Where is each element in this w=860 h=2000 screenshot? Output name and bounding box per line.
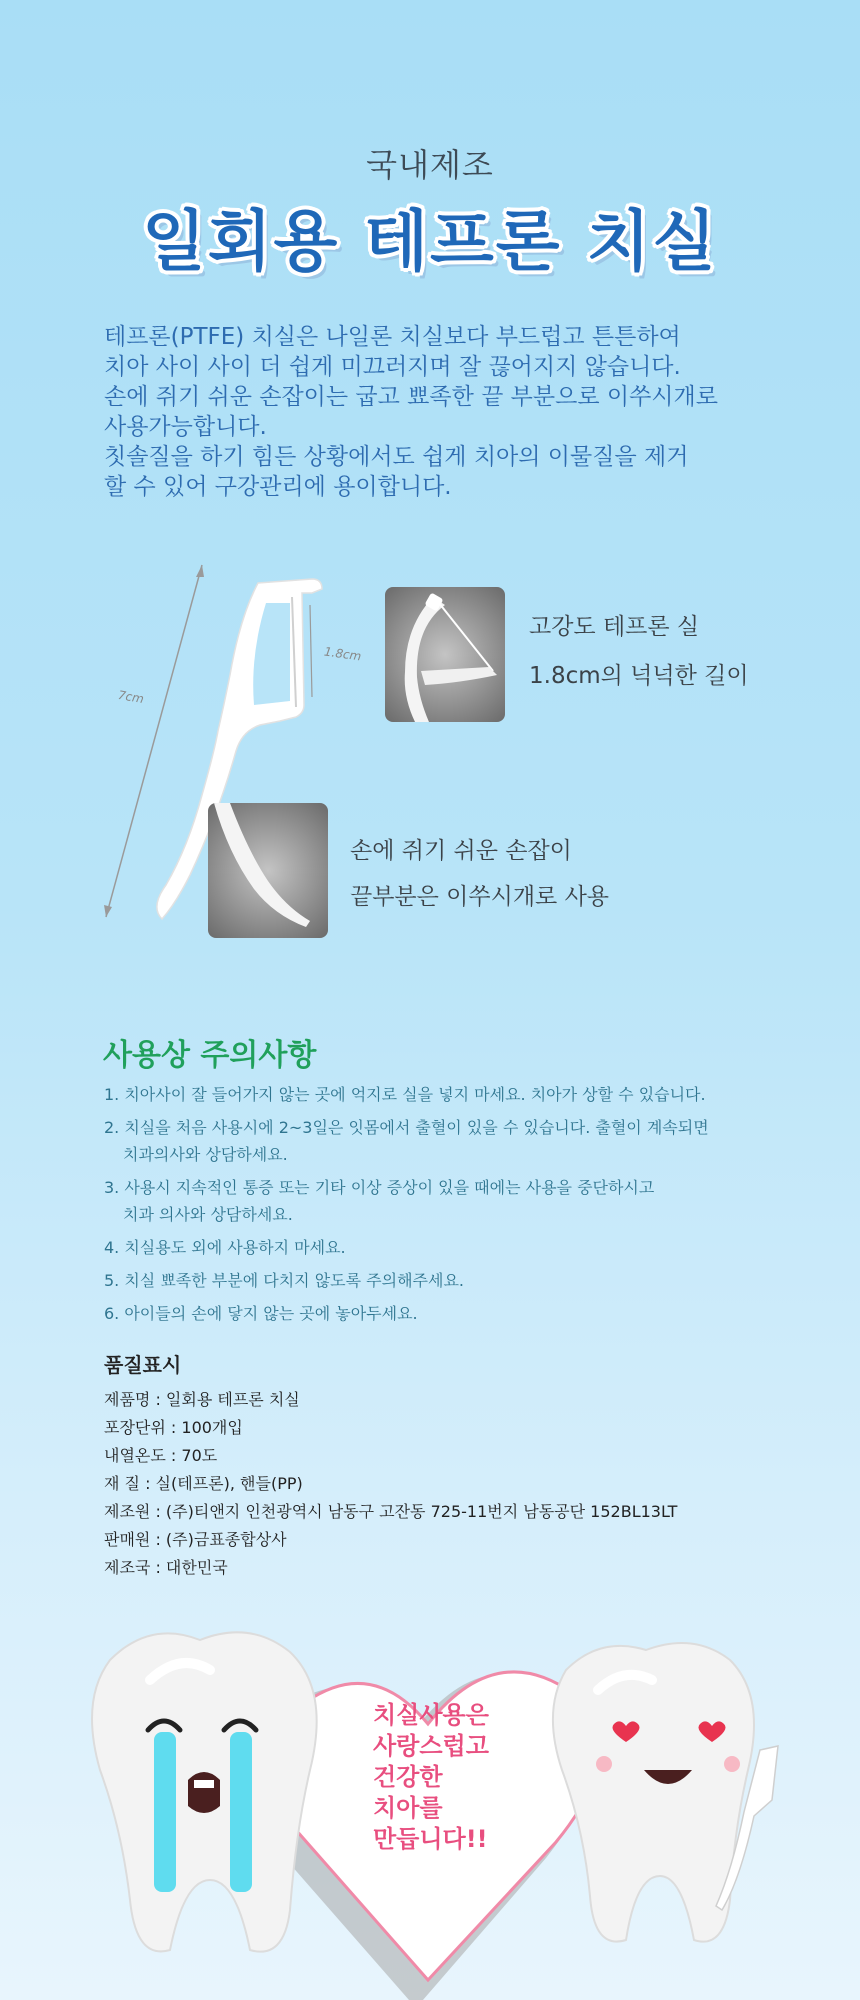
- blush-icon: [724, 1756, 740, 1772]
- blush-icon: [596, 1756, 612, 1772]
- feature-1-line-1: 고강도 테프론 실: [529, 614, 700, 640]
- intro-line: 치아 사이 사이 더 쉽게 미끄러지며 잘 끊어지지 않습니다.: [104, 354, 681, 380]
- feature-2-line-2: 끝부분은 이쑤시개로 사용: [350, 884, 610, 910]
- heart-message: [373, 1700, 489, 1855]
- caution-list: [104, 1081, 804, 1333]
- floss-head-base: [421, 667, 497, 685]
- feature-1-line-2: 1.8cm의 넉넉한 길이: [529, 663, 749, 689]
- width-dimension-line: [310, 605, 312, 697]
- heart-text-line: 치실사용은: [373, 1701, 489, 1729]
- crying-mouth-icon: [188, 1772, 220, 1813]
- list-item: [104, 1114, 804, 1168]
- quality-row: 제품명 : 일회용 테프론 치실: [104, 1390, 300, 1409]
- pick-tip-closeup-image: [208, 803, 328, 938]
- length-label: 7cm: [116, 687, 145, 707]
- quality-row: 재 질 : 실(테프론), 핸들(PP): [104, 1474, 303, 1493]
- list-item: [104, 1234, 804, 1261]
- intro-line: 테프론(PTFE) 치실은 나일론 치실보다 부드럽고 튼튼하여: [104, 324, 681, 350]
- quality-row: 제조국 : 대한민국: [104, 1558, 228, 1577]
- heart-text-line: 사랑스럽고: [373, 1732, 489, 1760]
- list-item: [104, 1300, 804, 1327]
- tear-stream-icon: [230, 1732, 252, 1892]
- caution-text: 2. 치실을 처음 사용시에 2~3일은 잇몸에서 출혈이 있을 수 있습니다. 출혈이 계속되면: [104, 1118, 709, 1137]
- quality-row: 제조원 : (주)티앤지 인천광역시 남동구 고잔동 725-11번지 남동공단 152BL13LT: [104, 1502, 678, 1521]
- caution-text-continued: 치과 의사와 상담하세요.: [123, 1205, 293, 1224]
- heart-text-line: 건강한: [373, 1763, 443, 1791]
- caution-text: 4. 치실용도 외에 사용하지 마세요.: [104, 1238, 346, 1257]
- feature-2-line-1: 손에 쥐기 쉬운 손잡이: [350, 838, 572, 864]
- quality-row: 판매원 : (주)금표종합상사: [104, 1530, 287, 1549]
- list-item: [104, 1267, 804, 1294]
- floss-head-arm: [405, 597, 445, 722]
- tear-stream-icon: [154, 1732, 176, 1892]
- caution-text: 6. 아이들의 손에 닿지 않는 곳에 놓아두세요.: [104, 1304, 418, 1323]
- floss-thread: [439, 603, 493, 671]
- quality-row: 포장단위 : 100개입: [104, 1418, 243, 1437]
- width-label: 1.8cm: [323, 644, 363, 664]
- caution-text-continued: 치과의사와 상담하세요.: [123, 1145, 288, 1164]
- caution-title: 사용상 주의사항: [103, 1038, 317, 1073]
- intro-line: 할 수 있어 구강관리에 용이합니다.: [104, 474, 452, 500]
- intro-paragraph: [104, 322, 784, 502]
- heart-text-line: 치아를: [373, 1794, 443, 1822]
- list-item: [104, 1081, 804, 1108]
- list-item: [104, 1174, 804, 1228]
- arrow-head-icon: [104, 905, 112, 917]
- caution-text: 5. 치실 뾰족한 부분에 다치지 않도록 주의해주세요.: [104, 1271, 464, 1290]
- quality-row: 내열온도 : 70도: [104, 1446, 218, 1465]
- page-subtitle: 국내제조: [366, 146, 494, 184]
- tooth-icon: [194, 1780, 214, 1788]
- caution-text: 1. 치아사이 잘 들어가지 않는 곳에 억지로 실을 넣지 마세요. 치아가 상할 수 있습니다.: [104, 1085, 706, 1104]
- pick-tip-shape: [214, 803, 310, 927]
- arrow-head-icon: [196, 565, 204, 577]
- quality-title: 품질표시: [104, 1353, 182, 1377]
- quality-list: [104, 1386, 677, 1582]
- intro-line: 칫솔질을 하기 힘든 상황에서도 쉽게 치아의 이물질을 제거: [104, 444, 689, 470]
- floss-head-closeup-image: [385, 587, 505, 722]
- page-title: 일회용 테프론 치실: [141, 203, 718, 280]
- intro-line: 손에 쥐기 쉬운 손잡이는 굽고 뾰족한 끝 부분으로 이쑤시개로: [104, 384, 718, 410]
- intro-line: 사용가능합니다.: [104, 414, 267, 440]
- heart-text-line: 만듭니다!!: [373, 1825, 488, 1853]
- caution-text: 3. 사용시 지속적인 통증 또는 기타 이상 증상이 있을 때에는 사용을 중단하시고: [104, 1178, 655, 1197]
